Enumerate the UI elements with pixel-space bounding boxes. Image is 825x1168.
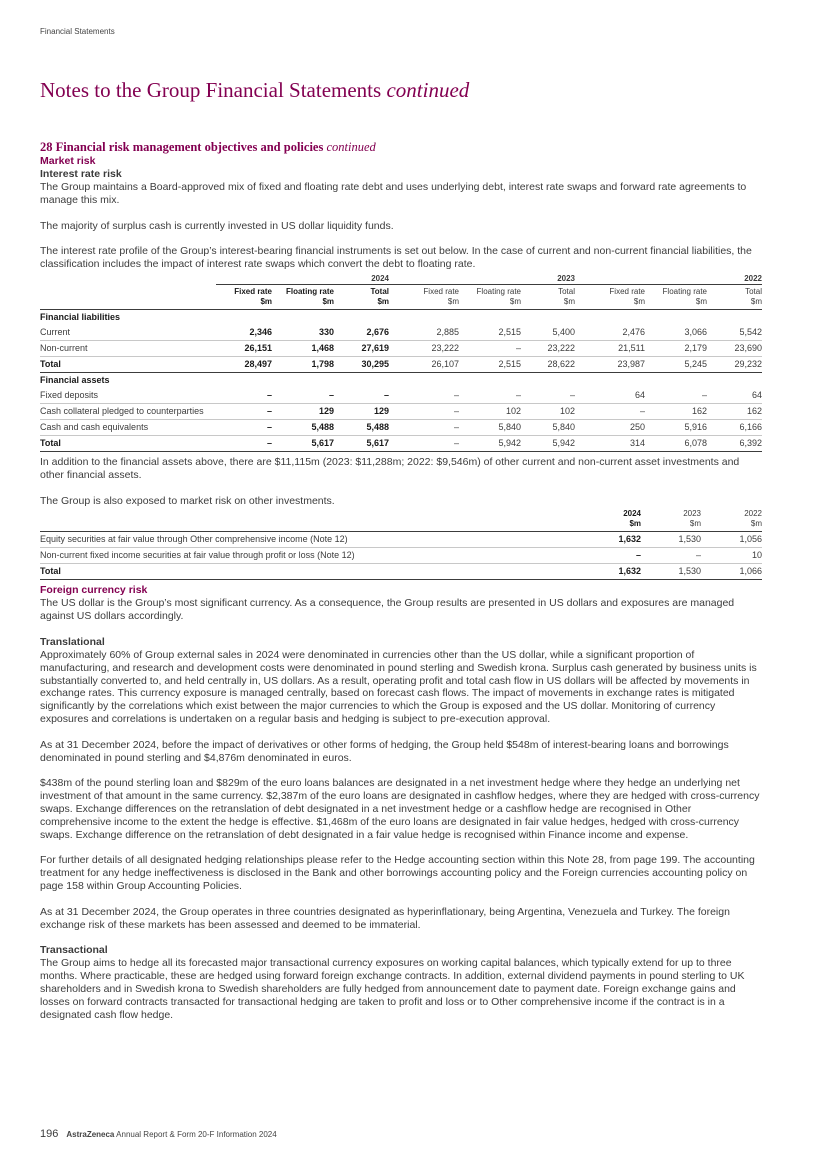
translational-paragraph-1: Approximately 60% of Group external sales in 2024 were denominated in currencies other than the US dollar, while a significant proportion of manufacturing, and research and development costs were denominated in pound sterling and Swedish krona. Surplus cash generated by business units is substantially converted to, and held centrally in, US dollars. As a result, operating profit and total cash flow in US dollars will be affected by movements in exchange rates. This currency exposure is managed centrally, based on forecast cash flows. The impact of movements in exchange rates is mitigated significantly by the correlations which exist between the major currencies to which the Group is exposed and the US dollar. Monitoring of currency exposures and correlations is undertaken on a regular basis and hedging is subject to pre-execution approval. [40,648,757,725]
year-header: 2024 [216,273,389,285]
table-row [40,403,762,419]
row-label: Current [40,325,216,341]
column-header: Fixed rate $m [575,284,645,309]
page-title-continued: continued [386,78,470,102]
table-cell: 129 [272,403,334,419]
table-cell: – [561,548,641,564]
table-cell: 27,619 [334,340,389,356]
table-cell: 5,617 [272,435,334,451]
row-label: Non-current fixed income securities at fair value through profit or loss (Note 12) [40,548,561,564]
table-cell: 64 [575,388,645,404]
table-cell: 162 [645,403,707,419]
foreign-currency-risk-heading: Foreign currency risk [40,584,148,597]
interest-rate-risk-heading: Interest rate risk [40,168,122,180]
table-cell: 5,916 [645,419,707,435]
table-cell: 5,840 [521,419,575,435]
table1-body [40,309,762,451]
table-cell: – [334,388,389,404]
table-cell: 2,515 [459,356,521,372]
column-header: Floating rate $m [272,284,334,309]
table-cell: 129 [334,403,389,419]
table-cell: 102 [521,403,575,419]
translational-paragraph-3: $438m of the pound sterling loan and $829m of the euro loans balances are designated in a net investment hedge where they hedge an underlying net investment of that amount in the same currency. $2,387m of the euro loans are designated in cashflow hedges, where they are hedged with cross-currency swaps. Exchange differences on the retranslation of debt designated in a net investment hedge or a cashflow hedge are recognised in Other comprehensive income to the extent the hedge is effective. $1,468m of the euro loans are designated in fair value hedges, hedged with cross-currency swaps. Exchange difference on the retranslation of debt designated in a fair value hedge is recognised within Finance income and expense. [40,777,760,841]
table-cell: 28,497 [216,356,272,372]
table-row [40,388,762,404]
footer-document: Annual Report & Form 20-F Information 2024 [116,1130,277,1139]
table-cell: 23,222 [389,340,459,356]
table-cell: – [521,388,575,404]
table-cell: 30,295 [334,356,389,372]
market-risk-heading: Market risk [40,155,96,167]
table-cell: 5,400 [521,325,575,341]
table-total-row [40,435,762,451]
table-cell: 1,632 [561,564,641,580]
table-cell: 5,245 [645,356,707,372]
interest-paragraph-2: The majority of surplus cash is currently invested in US dollar liquidity funds. [40,219,394,232]
year-header: 2023 [389,273,575,285]
column-header: Floating rate $m [645,284,707,309]
column-header: Floating rate $m [459,284,521,309]
table-cell: 5,488 [334,419,389,435]
table-cell: 26,107 [389,356,459,372]
table-cell: 28,622 [521,356,575,372]
year-header: 2022 $m [701,509,762,532]
table-cell: – [216,388,272,404]
table-cell: 6,166 [707,419,762,435]
row-label: Equity securities at fair value through Other comprehensive income (Note 12) [40,532,561,548]
table-cell: – [389,435,459,451]
other-assets-paragraph: In addition to the financial assets above, there are $11,115m (2023: $11,288m; 2022: $9,546m) of other current and non-current asset investments and other financial assets. [40,455,740,481]
table-cell: 2,515 [459,325,521,341]
page-footer [40,1128,277,1140]
table-cell: – [216,403,272,419]
table-cell: 5,617 [334,435,389,451]
row-label: Fixed deposits [40,388,216,404]
table-cell: 5,542 [707,325,762,341]
table-cell: 1,798 [272,356,334,372]
table-cell: 1,066 [701,564,762,580]
table-cell: – [389,388,459,404]
table-cell: – [641,548,701,564]
table-cell: 5,840 [459,419,521,435]
table-cell: – [216,435,272,451]
table-cell: 5,942 [459,435,521,451]
table-cell: – [459,340,521,356]
table-row [40,325,762,341]
transactional-paragraph: The Group aims to hedge all its forecasted major transactional currency exposures on working capital balances, which typically extend for up to three months. Where practicable, these are hedged using forward foreign exchange contracts. In addition, external dividend payments in pound sterling to UK shareholders and in Swedish krona to Swedish shareholders are fully hedged from announcement date to payment date. Foreign exchange gains and losses on forward contracts transacted for transactional hedging are taken to profit and loss or to Other comprehensive income if the contract is in a designated cash flow hedge. [40,957,745,1021]
table-cell: 5,942 [521,435,575,451]
column-header: Fixed rate $m [216,284,272,309]
row-label: Total [40,356,216,372]
table-cell: 23,222 [521,340,575,356]
interest-paragraph-1: The Group maintains a Board-approved mix of fixed and floating rate debt and uses underlying debt, interest rate swaps and forward rate agreements to manage this mix. [40,181,747,206]
fx-paragraph-1: The US dollar is the Group’s most significant currency. As a consequence, the Group results are presented in US dollars and exposures are managed against US dollars accordingly. [40,597,735,623]
footer-brand: AstraZeneca [66,1130,115,1139]
table-cell: – [645,388,707,404]
table-cell: 26,151 [216,340,272,356]
table-cell: 1,468 [272,340,334,356]
table-cell: – [575,403,645,419]
table-cell: 250 [575,419,645,435]
liabilities-heading: Financial liabilities [40,311,121,322]
table-cell: 330 [272,325,334,341]
table-cell: 2,885 [389,325,459,341]
column-header: Total $m [707,284,762,309]
table-cell: 1,056 [701,532,762,548]
table-cell: 162 [707,403,762,419]
column-header: Total $m [334,284,389,309]
table-cell: 23,987 [575,356,645,372]
table-cell: 3,066 [645,325,707,341]
table-row [40,340,762,356]
table-cell: 29,232 [707,356,762,372]
table-cell: 1,530 [641,564,701,580]
table-cell: 2,476 [575,325,645,341]
table-cell: 5,488 [272,419,334,435]
page-title-text: Notes to the Group Financial Statements [40,78,382,102]
section-label: Financial Statements [40,27,115,36]
year-header: 2024 $m [561,509,641,532]
transactional-heading: Transactional [40,944,108,957]
table-cell: 23,690 [707,340,762,356]
table-cell: 2,676 [334,325,389,341]
row-label: Total [40,435,216,451]
row-label: Total [40,564,561,580]
table-cell: – [389,419,459,435]
table-cell: – [216,419,272,435]
table-cell: – [389,403,459,419]
interest-paragraph-3: The interest rate profile of the Group’s interest-bearing financial instruments is set out below. In the case of current and non-current financial liabilities, the classification includes the impact of interest rate swaps which convert the debt to floating rate. [40,245,752,271]
table-cell: 10 [701,548,762,564]
table-cell: – [459,388,521,404]
row-label: Cash and cash equivalents [40,419,216,435]
row-label: Non-current [40,340,216,356]
other-investments-table [40,509,762,580]
translational-paragraph-2: As at 31 December 2024, before the impact of derivatives or other forms of hedging, the Group held $548m of interest-bearing loans and borrowings denominated in pound sterling and $4,876m denominated in euros. [40,738,729,764]
table-cell: – [272,388,334,404]
table-cell: 102 [459,403,521,419]
page-title [40,78,469,103]
column-header: Total $m [521,284,575,309]
page-number: 196 [40,1128,59,1140]
table-row [40,548,762,564]
table-cell: 314 [575,435,645,451]
translational-paragraph-5: As at 31 December 2024, the Group operates in three countries designated as hyperinflationary, being Argentina, Venezuela and Turkey. The foreign exchange risk of these markets has been assessed and deemed to be immaterial. [40,905,730,931]
note-heading-continued: continued [326,140,376,154]
table-total-row [40,356,762,372]
interest-rate-profile-table [40,273,762,452]
table-cell: 2,179 [645,340,707,356]
page-content [40,140,762,1021]
table-cell: 64 [707,388,762,404]
row-label: Cash collateral pledged to counterparties [40,403,216,419]
other-investments-paragraph: The Group is also exposed to market risk on other investments. [40,494,335,507]
table-row [40,419,762,435]
assets-heading: Financial assets [40,374,110,385]
table-cell: 1,530 [641,532,701,548]
note-heading-text: 28 Financial risk management objectives and policies [40,140,324,154]
table-cell: 21,511 [575,340,645,356]
column-header: Fixed rate $m [389,284,459,309]
year-header: 2022 [575,273,762,285]
table-cell: 6,392 [707,435,762,451]
table-cell: 6,078 [645,435,707,451]
translational-paragraph-4: For further details of all designated hedging relationships please refer to the Hedge accounting section within this Note 28, from page 199. The accounting treatment for any hedge ineffectiveness is disclosed in the Bank and other borrowings accounting policy and the Foreign currencies accounting policy on page 158 within Group Accounting Policies. [40,854,755,892]
table-cell: 2,346 [216,325,272,341]
year-header: 2023 $m [641,509,701,532]
table-row [40,532,762,548]
translational-heading: Translational [40,635,105,648]
table-cell: 1,632 [561,532,641,548]
table-total-row [40,564,762,580]
note-heading [40,140,762,155]
